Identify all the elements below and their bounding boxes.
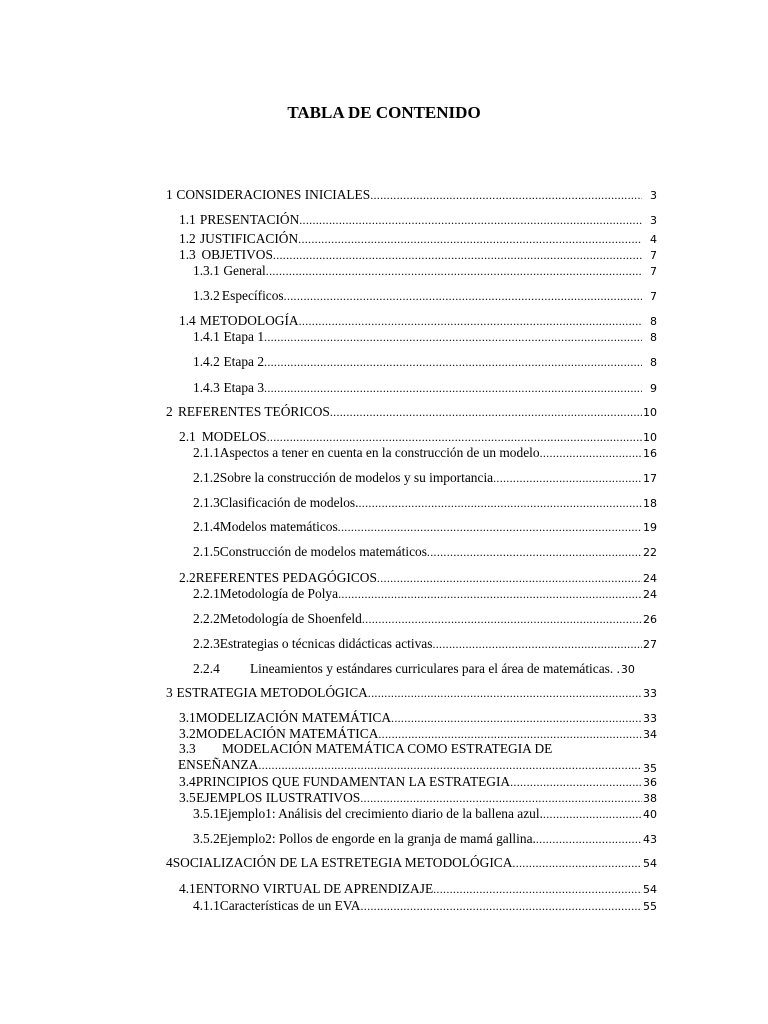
toc-number: 2.2.2	[193, 611, 220, 626]
toc-leader	[427, 544, 642, 560]
toc-leader	[273, 247, 642, 263]
toc-text: Metodología de Shoenfeld	[219, 611, 362, 626]
toc-page: 38	[643, 792, 657, 805]
toc-page: 19	[643, 521, 657, 534]
toc-text: METODOLOGÍA	[199, 313, 299, 328]
toc-number: 3.2	[179, 726, 196, 741]
toc-page: 22	[643, 546, 657, 559]
toc-entry	[193, 263, 657, 280]
toc-number: 2.1.5	[193, 544, 220, 559]
toc-number: 2	[166, 404, 173, 419]
toc-page: 36	[643, 776, 657, 789]
toc-leader	[370, 187, 642, 203]
toc-text: PRINCIPIOS QUE FUNDAMENTAN LA ESTRATEGIA	[195, 774, 511, 789]
toc-leader	[267, 429, 642, 445]
toc-entry	[179, 231, 657, 248]
toc-page: 30	[620, 663, 635, 676]
toc-leader	[378, 726, 642, 742]
toc-text: ENTORNO VIRTUAL DE APRENDIZAJE	[195, 881, 434, 896]
toc-entry	[193, 661, 657, 678]
toc-text: Características de un EVA	[219, 898, 361, 913]
toc-number: 1.3	[179, 247, 196, 262]
toc-page: 33	[643, 712, 657, 725]
toc-entry	[179, 570, 657, 587]
toc-number: 1.4.1	[193, 329, 220, 344]
toc-leader	[543, 806, 642, 822]
toc-page: 3	[650, 214, 657, 227]
toc-entry	[193, 898, 657, 915]
toc-text: ENSEÑANZA	[178, 757, 259, 772]
toc-entry-continuation	[178, 757, 657, 774]
toc-entry	[193, 470, 657, 487]
toc-leader	[264, 380, 642, 396]
toc-page: 55	[643, 900, 657, 913]
toc-page: 33	[643, 687, 657, 700]
toc-leader	[299, 212, 642, 228]
toc-page: 4	[650, 233, 657, 246]
toc-leader	[536, 831, 642, 847]
toc-entry	[166, 187, 657, 204]
toc-entry	[179, 774, 657, 791]
toc-page: 7	[650, 290, 657, 303]
toc-text: EJEMPLOS ILUSTRATIVOS	[196, 790, 361, 805]
toc-entry	[193, 636, 657, 653]
toc-leader	[284, 288, 642, 304]
toc-number: 4.1	[179, 881, 196, 896]
toc-entry	[193, 445, 657, 462]
toc-number: 1.2	[179, 231, 196, 246]
toc-text: CONSIDERACIONES INICIALES	[176, 187, 371, 202]
toc-number: 3.1	[179, 710, 196, 725]
toc-entry-first-line	[179, 741, 552, 757]
toc-text: Sobre la construcción de modelos y su importancia	[219, 470, 494, 485]
toc-leader	[512, 855, 642, 871]
toc-leader	[510, 774, 642, 790]
toc-entry	[193, 586, 657, 603]
toc-text: Aspectos a tener en cuenta en la construcción de un modelo	[219, 445, 540, 460]
toc-number: 3.5.2	[193, 831, 220, 846]
toc-text: Específicos	[221, 288, 284, 303]
toc-number: 2.2.3	[193, 636, 220, 651]
toc-leader	[493, 470, 642, 486]
toc-number: 3	[166, 685, 173, 700]
toc-page: 34	[643, 728, 657, 741]
toc-page: 16	[643, 447, 657, 460]
toc-leader	[298, 231, 642, 247]
toc-leader	[264, 354, 642, 370]
toc-text: Metodología de Polya	[219, 586, 339, 601]
toc-page: 24	[643, 572, 657, 585]
toc-entry	[193, 519, 657, 536]
toc-leader	[433, 881, 642, 897]
toc-number: 3.5.1	[193, 806, 220, 821]
toc-text: Modelos matemáticos	[219, 519, 338, 534]
toc-leader	[540, 445, 642, 461]
toc-entry	[166, 855, 657, 872]
toc-number: 1.4	[179, 313, 196, 328]
toc-entry	[179, 313, 657, 330]
toc-leader	[432, 636, 642, 652]
toc-leader	[359, 495, 643, 511]
toc-page: 7	[650, 265, 657, 278]
toc-entry	[193, 544, 657, 561]
toc-text: REFERENTES TEÓRICOS	[177, 404, 330, 419]
toc-number: 2.2	[179, 570, 196, 585]
toc-page: 8	[650, 356, 657, 369]
toc-entry	[179, 881, 657, 898]
toc-entry	[193, 288, 657, 305]
toc-number: 1.1	[179, 212, 196, 227]
toc-text: Construcción de modelos matemáticos	[219, 544, 427, 559]
toc-text: Etapa 1	[223, 329, 265, 344]
toc-text: Lineamientos y estándares curriculares para el área de matemáticas. .	[250, 661, 620, 676]
toc-page: 40	[643, 808, 657, 821]
toc-page: 54	[643, 857, 657, 870]
toc-number: 1.4.2	[193, 354, 220, 369]
toc-number: 1.3.2	[193, 288, 220, 303]
toc-text: MODELIZACIÓN MATEMÁTICA	[195, 710, 392, 725]
toc-number: 1	[166, 187, 173, 202]
toc-number: 2.1.4	[193, 519, 220, 534]
toc-text: General	[223, 263, 266, 278]
toc-entry	[166, 404, 657, 421]
toc-text: MODELACIÓN MATEMÁTICA COMO ESTRATEGIA DE	[222, 741, 553, 756]
toc-text: ESTRATEGIA METODOLÓGICA	[176, 685, 368, 700]
toc-number: 3.4	[179, 774, 196, 789]
toc-text: MODELACIÓN MATEMÁTICA	[195, 726, 379, 741]
toc-page: 3	[650, 189, 657, 202]
toc-number: 1.3.1	[193, 263, 220, 278]
toc-leader	[362, 611, 642, 627]
toc-leader	[338, 519, 642, 535]
toc-number: 2.2.4	[193, 661, 220, 676]
toc-page: 43	[643, 833, 657, 846]
toc-entry	[179, 429, 657, 446]
toc-page: 54	[643, 883, 657, 896]
toc-number: 2.1.3	[193, 495, 220, 510]
toc-page: 10	[643, 431, 657, 444]
toc-entry	[193, 495, 657, 512]
toc-page: 18	[643, 497, 657, 510]
toc-leader	[360, 790, 642, 806]
toc-text: Clasificación de modelos.	[219, 495, 359, 510]
toc-entry	[193, 831, 657, 848]
toc-leader	[299, 313, 642, 329]
toc-page: 7	[650, 249, 657, 262]
toc-text: PRESENTACIÓN	[199, 212, 300, 227]
toc-text: REFERENTES PEDAGÓGICOS	[195, 570, 377, 585]
toc-number: 3.3	[179, 741, 196, 756]
toc-number: 2.1.2	[193, 470, 220, 485]
toc-page: 17	[643, 472, 657, 485]
toc-number: 2.2.1	[193, 586, 220, 601]
toc-entry	[179, 247, 657, 264]
toc-text: Ejemplo1: Análisis del crecimiento diario de la ballena azul.	[219, 806, 543, 821]
toc-text: OBJETIVOS	[201, 247, 273, 262]
toc-page: 8	[650, 331, 657, 344]
toc-number: 3.5	[179, 790, 196, 805]
toc-entry	[179, 790, 657, 807]
toc-leader	[266, 263, 642, 279]
toc-leader	[338, 586, 642, 602]
toc-text: Etapa 2	[223, 354, 265, 369]
toc-number: 2.1.1	[193, 445, 220, 460]
toc-number: 1.4.3	[193, 380, 220, 395]
toc-text: JUSTIFICACIÓN	[199, 231, 299, 246]
toc-entry	[193, 354, 657, 371]
toc-number: 4.1.1	[193, 898, 220, 913]
toc-page: 26	[643, 613, 657, 626]
toc-leader	[391, 710, 642, 726]
toc-entry	[193, 380, 657, 397]
toc-entry	[179, 710, 657, 727]
page-title: TABLA DE CONTENIDO	[287, 103, 481, 122]
toc-leader	[377, 570, 642, 586]
toc-leader	[330, 404, 642, 420]
toc-page: 27	[643, 638, 657, 651]
toc-entry	[193, 806, 657, 823]
toc-text: SOCIALIZACIÓN DE LA ESTRETEGIA METODOLÓGICA	[172, 855, 513, 870]
toc-leader	[360, 898, 642, 914]
toc-page: 10	[643, 406, 657, 419]
toc-leader	[258, 757, 642, 773]
toc-text: MODELOS	[201, 429, 267, 444]
toc-leader	[368, 685, 642, 701]
toc-page: 24	[643, 588, 657, 601]
toc-number: 4	[166, 855, 173, 870]
toc-entry	[193, 329, 657, 346]
toc-entry	[166, 685, 657, 702]
toc-text: Ejemplo2: Pollos de engorde en la granja de mamá gallina.	[219, 831, 536, 846]
toc-entry	[179, 212, 657, 229]
toc-text: Estrategias o técnicas didácticas activas	[219, 636, 433, 651]
toc-entry	[193, 611, 657, 628]
toc-text: Etapa 3	[223, 380, 265, 395]
toc-page: 8	[650, 315, 657, 328]
toc-page: 9	[650, 382, 657, 395]
toc-page: 35	[643, 762, 657, 775]
toc-number: 2.1	[179, 429, 196, 444]
toc-leader	[264, 329, 642, 345]
